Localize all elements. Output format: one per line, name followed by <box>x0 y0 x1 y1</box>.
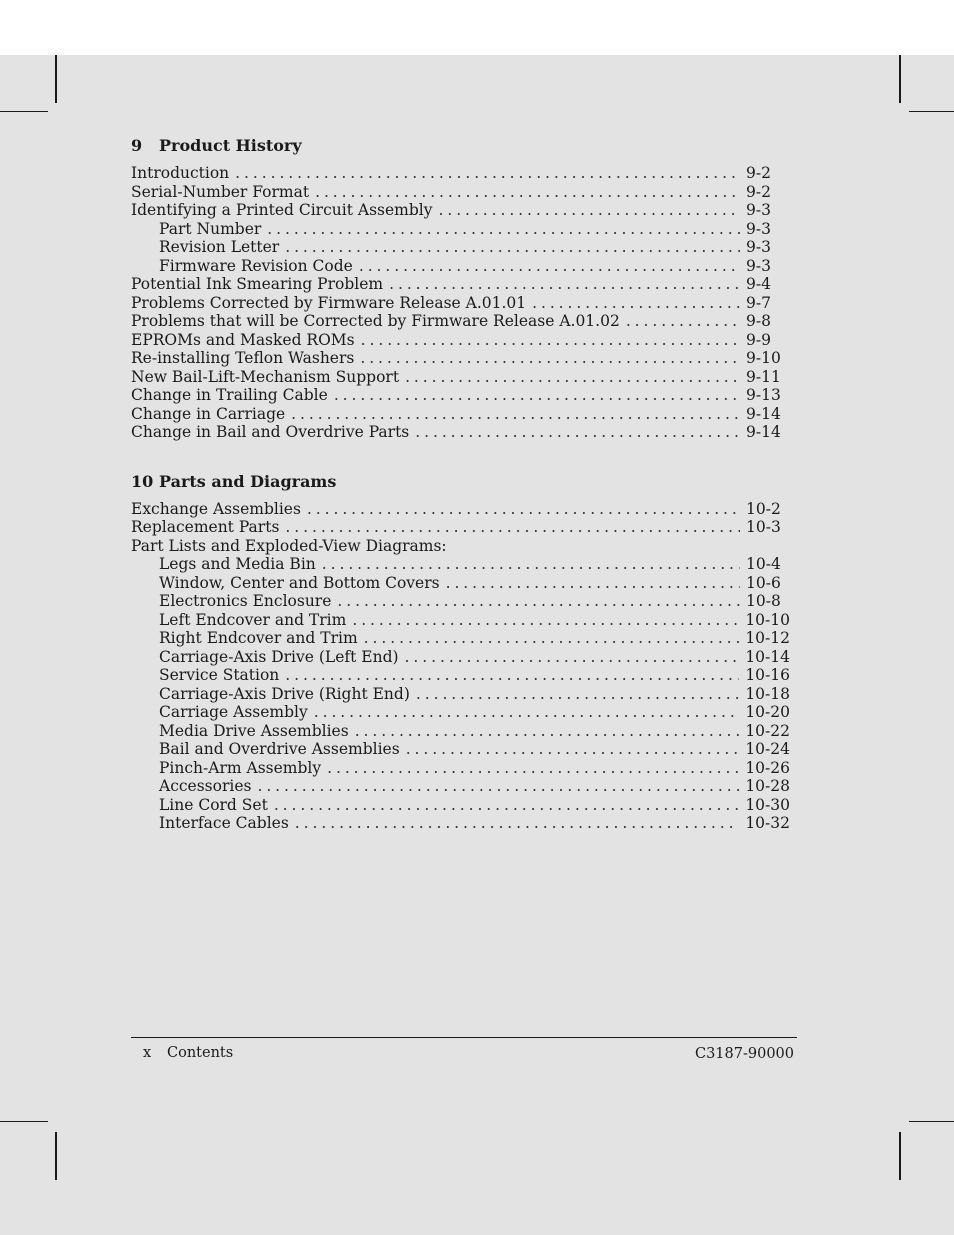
crop-mark-bottom-right-horizontal <box>909 1121 954 1122</box>
toc-leader-dots <box>446 574 740 593</box>
toc-entry-title: Window, Center and Bottom Covers <box>159 573 440 592</box>
section-title: Product History <box>159 136 302 155</box>
toc-entry-page: 10-24 <box>745 740 790 758</box>
toc-entry-page: 9-2 <box>746 164 771 182</box>
toc-entry-title: Firmware Revision Code <box>159 256 353 275</box>
toc-leader-dots <box>405 648 740 667</box>
toc-entry[interactable] <box>131 368 790 387</box>
toc-entry[interactable] <box>131 183 790 202</box>
toc-entry[interactable] <box>131 238 790 257</box>
toc-leader-dots <box>364 629 740 648</box>
toc-entry-title: Introduction <box>131 164 230 182</box>
toc-entry-page: 10-16 <box>745 666 790 684</box>
toc-entry-title: Change in Trailing Cable <box>131 386 328 404</box>
toc-entry[interactable] <box>131 574 790 593</box>
toc-entry-title: Problems Corrected by Firmware Release A.01.01 <box>131 293 527 312</box>
toc-leader-dots <box>322 555 740 574</box>
footer-page-number: x <box>143 1045 152 1061</box>
toc-leader-dots <box>334 386 740 405</box>
toc-entry-page: 9-3 <box>746 256 771 275</box>
toc-entry[interactable] <box>131 796 790 815</box>
toc-leader-dots <box>285 518 740 537</box>
toc-entry-page: 9-14 <box>746 404 781 423</box>
toc-entry[interactable] <box>131 164 790 183</box>
toc-leader-dots <box>416 685 739 704</box>
toc-entry-page: 10-3 <box>746 518 781 536</box>
toc-leader-dots <box>295 814 740 833</box>
section-heading <box>131 472 790 492</box>
toc-entry-page: 10-10 <box>745 610 790 629</box>
toc-leader-dots <box>285 666 739 685</box>
toc-entry-page: 10-22 <box>745 721 790 740</box>
toc-leader-dots <box>257 777 739 796</box>
toc-entry-page: 9-3 <box>746 201 771 219</box>
toc-entry[interactable] <box>131 518 790 537</box>
toc-entry[interactable] <box>131 257 790 276</box>
toc-entry-page: 9-2 <box>746 182 771 201</box>
toc-leader-dots <box>406 740 740 759</box>
toc-entry-title: Serial-Number Format <box>131 182 310 201</box>
section-number: 10 <box>131 471 154 491</box>
toc-entry-page: 9-13 <box>746 386 781 404</box>
toc-entry[interactable] <box>131 777 790 796</box>
toc-leader-dots <box>405 368 740 387</box>
toc-entry-page: 9-10 <box>746 349 781 367</box>
toc-entry-page: 10-2 <box>746 499 781 518</box>
toc-leader-dots <box>355 722 740 741</box>
toc-entry-page: 9-9 <box>746 330 771 349</box>
footer-left <box>143 1045 233 1061</box>
toc-entry-page: 10-6 <box>746 573 781 592</box>
toc-leader-dots <box>285 238 740 257</box>
toc-entry[interactable] <box>131 386 790 405</box>
toc-leader-dots <box>626 312 740 331</box>
section-title: Parts and Diagrams <box>159 471 337 491</box>
toc-entry-page: 9-3 <box>746 219 771 238</box>
toc-entry[interactable] <box>131 500 790 519</box>
toc-list <box>131 500 790 833</box>
toc-entry-title: Service Station <box>159 666 280 684</box>
toc-leader-dots <box>314 703 740 722</box>
toc-entry[interactable] <box>131 685 790 704</box>
toc-entry-page: 10-4 <box>746 555 781 573</box>
toc-entry-page: 9-14 <box>746 423 781 441</box>
toc-list <box>131 164 790 442</box>
crop-mark-top-right-vertical <box>899 55 901 103</box>
toc-entry-page: 9-11 <box>746 367 781 386</box>
toc-entry-page: 9-7 <box>746 293 771 312</box>
section-number: 9 <box>131 136 143 155</box>
toc-entry-page: 10-12 <box>745 629 790 647</box>
toc-entry-page: 10-14 <box>745 647 790 666</box>
toc-entry-title: Carriage Assembly <box>159 703 308 721</box>
toc-leader-dots <box>291 405 740 424</box>
toc-entry-title: Change in Carriage <box>131 404 286 423</box>
toc-leader-dots <box>361 331 740 350</box>
toc-entry-page: 10-20 <box>745 703 790 721</box>
toc-entry[interactable] <box>131 666 790 685</box>
toc-section-10 <box>131 472 790 833</box>
toc-entry[interactable] <box>131 275 790 294</box>
toc-leader-dots <box>415 423 740 442</box>
toc-entry-page: 10-8 <box>746 592 781 610</box>
crop-mark-top-left-vertical <box>55 55 57 103</box>
toc-entry[interactable] <box>131 703 790 722</box>
toc-entry-title: Interface Cables <box>159 814 289 832</box>
toc-section-9 <box>131 136 790 442</box>
toc-entry-page: 10-28 <box>745 777 790 795</box>
section-heading <box>131 136 790 156</box>
toc-entry-title: Part Number <box>159 219 262 238</box>
toc-entry-page: 9-8 <box>746 312 771 330</box>
toc-entry-title: Carriage-Axis Drive (Right End) <box>159 684 410 703</box>
crop-mark-bottom-right-vertical <box>899 1132 901 1180</box>
toc-entry[interactable] <box>131 759 790 778</box>
toc-entry-title: Change in Bail and Overdrive Parts <box>131 423 410 441</box>
toc-entry[interactable] <box>131 201 790 220</box>
toc-entry[interactable] <box>131 423 790 442</box>
toc-entry-title: New Bail-Lift-Mechanism Support <box>131 367 400 386</box>
toc-leader-dots <box>337 592 740 611</box>
toc-entry[interactable] <box>131 349 790 368</box>
toc-entry-page: 10-32 <box>745 814 790 832</box>
footer-doc-number: C3187-90000 <box>694 1046 794 1062</box>
crop-mark-top-left-horizontal <box>0 111 48 112</box>
toc-leader-dots <box>327 759 739 778</box>
toc-leader-dots <box>315 183 740 202</box>
toc-entry-title: Pinch-Arm Assembly <box>159 758 322 777</box>
toc-entry[interactable] <box>131 312 790 331</box>
toc-entry[interactable] <box>131 220 790 239</box>
toc-entry[interactable] <box>131 611 790 630</box>
toc-entry[interactable] <box>131 722 790 741</box>
toc-entry-title: Replacement Parts <box>131 518 280 536</box>
crop-mark-bottom-left-vertical <box>55 1132 57 1180</box>
crop-mark-bottom-left-horizontal <box>0 1121 48 1122</box>
toc-entry-title: Bail and Overdrive Assemblies <box>159 740 400 758</box>
toc-entry-title: Media Drive Assemblies <box>159 721 349 740</box>
toc-entry-title: Identifying a Printed Circuit Assembly <box>131 201 433 219</box>
toc-entry-page: 10-26 <box>745 758 790 777</box>
table-of-contents <box>131 136 790 833</box>
toc-entry-page: 9-4 <box>746 275 771 293</box>
toc-entry-title: Potential Ink Smearing Problem <box>131 275 384 293</box>
toc-entry[interactable] <box>131 592 790 611</box>
toc-entry-title: Legs and Media Bin <box>159 555 316 573</box>
toc-entry-title: EPROMs and Masked ROMs <box>131 330 355 349</box>
toc-entry[interactable] <box>131 629 790 648</box>
toc-leader-dots <box>360 349 740 368</box>
toc-entry-title: Electronics Enclosure <box>159 592 332 610</box>
toc-entry[interactable] <box>131 740 790 759</box>
toc-entry-title: Revision Letter <box>159 238 280 256</box>
toc-leader-dots <box>352 611 739 630</box>
toc-entry-page: 9-3 <box>746 238 771 256</box>
toc-entry-title: Accessories <box>159 777 252 795</box>
toc-leader-dots <box>389 275 740 294</box>
toc-entry[interactable] <box>131 331 790 350</box>
toc-entry-page: 10-18 <box>745 684 790 703</box>
toc-entry[interactable] <box>131 555 790 574</box>
toc-entry-page: 10-30 <box>745 795 790 814</box>
toc-leader-dots <box>267 220 740 239</box>
toc-entry-title: Exchange Assemblies <box>131 499 301 518</box>
toc-entry-title: Problems that will be Corrected by Firmware Release A.01.02 <box>131 312 620 330</box>
toc-leader-dots <box>532 294 740 313</box>
footer-rule <box>131 1037 797 1038</box>
toc-entry-title: Carriage-Axis Drive (Left End) <box>159 647 399 666</box>
toc-entry[interactable] <box>131 405 790 424</box>
crop-mark-top-right-horizontal <box>909 111 954 112</box>
footer-section-label: Contents <box>167 1045 234 1061</box>
toc-entry[interactable] <box>131 537 790 556</box>
toc-leader-dots <box>359 257 740 276</box>
toc-leader-dots <box>274 796 740 815</box>
toc-entry[interactable] <box>131 294 790 313</box>
toc-leader-dots <box>307 500 740 519</box>
toc-leader-dots <box>235 164 740 183</box>
toc-entry[interactable] <box>131 648 790 667</box>
toc-entry[interactable] <box>131 814 790 833</box>
toc-entry-title: Line Cord Set <box>159 795 268 814</box>
toc-entry-title: Right Endcover and Trim <box>159 629 358 647</box>
toc-entry-title: Re-installing Teflon Washers <box>131 349 355 367</box>
toc-entry-title: Part Lists and Exploded-View Diagrams: <box>131 536 447 555</box>
toc-leader-dots <box>438 201 740 220</box>
toc-entry-title: Left Endcover and Trim <box>159 610 347 629</box>
